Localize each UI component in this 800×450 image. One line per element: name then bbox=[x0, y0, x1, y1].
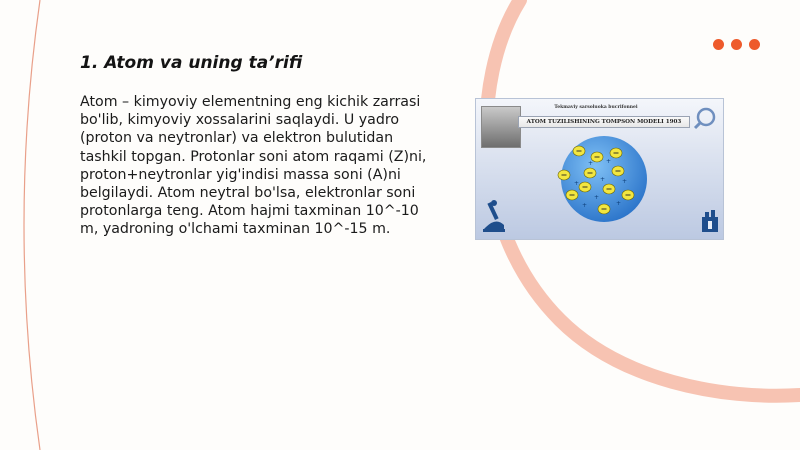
microscope-icon bbox=[483, 200, 505, 232]
figure-title: ATOM TUZILISHINING TOMPSON MODELI 1903 bbox=[518, 116, 690, 128]
svg-text:+: + bbox=[574, 180, 580, 187]
svg-text:+: + bbox=[616, 200, 622, 207]
figure-graphics bbox=[476, 99, 724, 240]
slide-title: 1. Atom va uning ta’rifi bbox=[80, 53, 303, 73]
flask-icon bbox=[702, 210, 718, 232]
svg-text:+: + bbox=[606, 158, 612, 165]
svg-text:+: + bbox=[582, 202, 588, 209]
thomson-model-image bbox=[475, 98, 724, 240]
svg-text:+: + bbox=[600, 176, 606, 183]
dot bbox=[749, 39, 760, 50]
dot bbox=[731, 39, 742, 50]
more-dots-icon[interactable] bbox=[713, 39, 760, 50]
svg-text:+: + bbox=[622, 178, 628, 185]
figure-caption: Tekmaviy sarsoluoka bucrifonnei bbox=[554, 105, 638, 110]
slide-body-text: Atom – kimyoviy elementning eng kichik zarrasi bo'lib, kimyoviy xossalarini saqlaydi. U yadro (proton va neytronlar) va elektron bulutidan tashkil topgan. Protonlar soni atom raqami (Z)ni, proton+neytronlar yig'indisi massa soni (A)ni belgilaydi. Atom neytral bo'lsa, elektronlar soni protonlarga teng. Atom hajmi taxminan 10^-10 m, yadroning o'lchami taxminan 10^-15 m. bbox=[80, 94, 427, 238]
dot bbox=[713, 39, 724, 50]
svg-text:+: + bbox=[588, 160, 594, 167]
search-icon bbox=[695, 109, 714, 128]
svg-text:+: + bbox=[594, 194, 600, 201]
left-edge-arc bbox=[24, 0, 40, 450]
